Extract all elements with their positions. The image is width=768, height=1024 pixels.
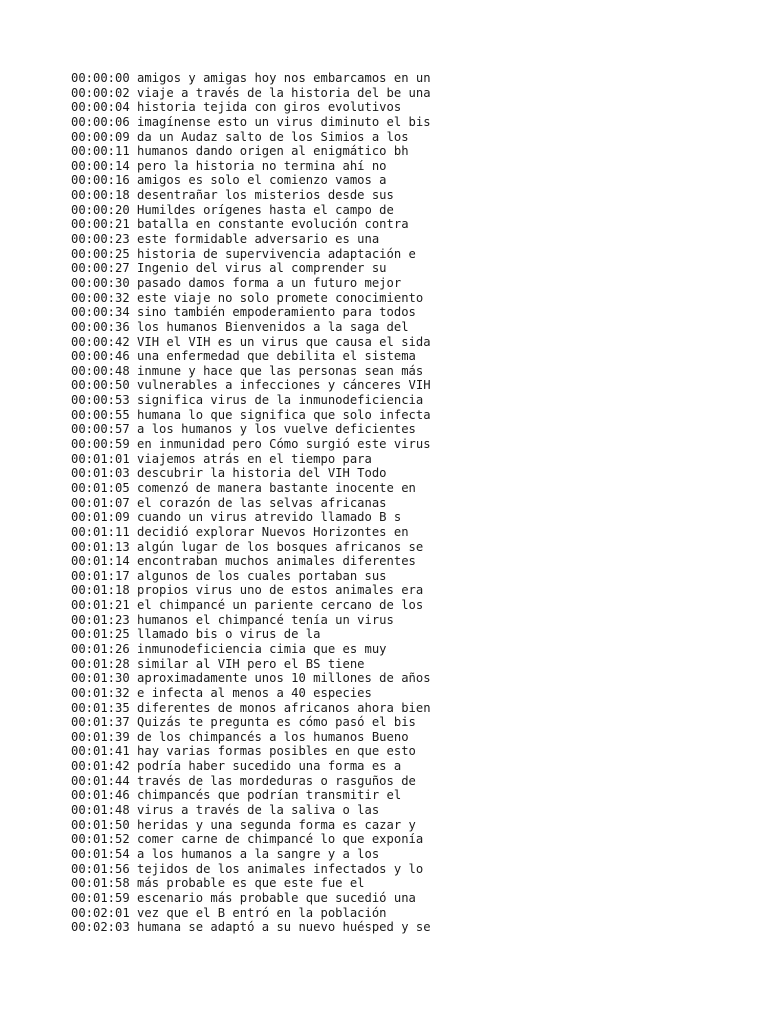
transcript-text: algunos de los cuales portaban sus (137, 568, 387, 583)
timestamp: 00:01:03 (71, 466, 130, 481)
timestamp: 00:00:11 (71, 144, 130, 159)
timestamp: 00:00:57 (71, 422, 130, 437)
transcript-text: vez que el B entró en la población (137, 905, 387, 920)
transcript-text: pero la historia no termina ahí no (137, 158, 387, 173)
transcript-text: escenario más probable que sucedió una (137, 890, 416, 905)
transcript-line (71, 159, 751, 174)
transcript-text: amigos es solo el comienzo vamos a (137, 173, 387, 188)
transcript-line (71, 613, 751, 628)
timestamp: 00:01:46 (71, 788, 130, 803)
transcript-text: virus a través de la saliva o las (137, 803, 380, 818)
transcript-line (71, 759, 751, 774)
transcript-text: aproximadamente unos 10 millones de años (137, 671, 431, 686)
timestamp: 00:01:58 (71, 876, 130, 891)
transcript-line (71, 349, 751, 364)
timestamp: 00:01:39 (71, 729, 130, 744)
transcript-text: da un Audaz salto de los Simios a los (137, 129, 409, 144)
transcript-line (71, 130, 751, 145)
timestamp: 00:01:01 (71, 451, 130, 466)
transcript-line (71, 115, 751, 130)
transcript-line (71, 320, 751, 335)
transcript-line (71, 466, 751, 481)
transcript-text: este viaje no solo promete conocimiento (137, 290, 424, 305)
transcript-text: llamado bis o virus de la (137, 627, 321, 642)
transcript-text: sino también empoderamiento para todos (137, 305, 416, 320)
timestamp: 00:01:30 (71, 671, 130, 686)
transcript-line (71, 920, 751, 935)
timestamp: 00:01:37 (71, 715, 130, 730)
timestamp: 00:00:42 (71, 334, 130, 349)
transcript-text: el chimpancé un pariente cercano de los (137, 598, 424, 613)
transcript-text: través de las mordeduras o rasguños de (137, 773, 416, 788)
transcript-text: una enfermedad que debilita el sistema (137, 349, 416, 364)
transcript-line (71, 422, 751, 437)
transcript-line (71, 188, 751, 203)
transcript-line (71, 847, 751, 862)
transcript-line (71, 364, 751, 379)
transcript-line (71, 598, 751, 613)
timestamp: 00:01:42 (71, 759, 130, 774)
timestamp: 00:01:23 (71, 612, 130, 627)
timestamp: 00:00:46 (71, 349, 130, 364)
transcript-text: algún lugar de los bosques africanos se (137, 539, 424, 554)
timestamp: 00:00:18 (71, 188, 130, 203)
transcript-line (71, 657, 751, 672)
transcript-line (71, 569, 751, 584)
transcript-text: Ingenio del virus al comprender su (137, 261, 387, 276)
transcript-text: VIH el VIH es un virus que causa el sida (137, 334, 431, 349)
transcript-line (71, 671, 751, 686)
transcript-text: Humildes orígenes hasta el campo de (137, 202, 394, 217)
transcript-text: similar al VIH pero el BS tiene (137, 656, 365, 671)
timestamp: 00:02:03 (71, 920, 130, 935)
timestamp: 00:01:44 (71, 773, 130, 788)
transcript-line (71, 305, 751, 320)
transcript-line (71, 496, 751, 511)
timestamp: 00:00:20 (71, 202, 130, 217)
transcript-text: comenzó de manera bastante inocente en (137, 480, 416, 495)
transcript-text: propios virus uno de estos animales era (137, 583, 424, 598)
timestamp: 00:01:59 (71, 890, 130, 905)
timestamp: 00:00:55 (71, 407, 130, 422)
transcript-text: de los chimpancés a los humanos Bueno (137, 729, 409, 744)
transcript-line (71, 378, 751, 393)
transcript-line (71, 217, 751, 232)
timestamp: 00:00:16 (71, 173, 130, 188)
transcript-line (71, 803, 751, 818)
timestamp: 00:00:14 (71, 158, 130, 173)
transcript-text: pasado damos forma a un futuro mejor (137, 275, 402, 290)
transcript-line (71, 393, 751, 408)
timestamp: 00:00:23 (71, 232, 130, 247)
timestamp: 00:01:18 (71, 583, 130, 598)
transcript-text: hay varias formas posibles en que esto (137, 744, 416, 759)
transcript-line (71, 540, 751, 555)
transcript-text: los humanos Bienvenidos a la saga del (137, 319, 409, 334)
timestamp: 00:00:25 (71, 246, 130, 261)
timestamp: 00:00:04 (71, 100, 130, 115)
transcript-line (71, 906, 751, 921)
transcript-list (71, 71, 751, 935)
timestamp: 00:00:27 (71, 261, 130, 276)
transcript-text: historia de supervivencia adaptación e (137, 246, 416, 261)
timestamp: 00:00:30 (71, 275, 130, 290)
timestamp: 00:01:13 (71, 539, 130, 554)
transcript-line (71, 876, 751, 891)
transcript-line (71, 291, 751, 306)
transcript-text: historia tejida con giros evolutivos (137, 100, 402, 115)
transcript-text: a los humanos y los vuelve deficientes (137, 422, 416, 437)
transcript-text: inmunodeficiencia cimia que es muy (137, 641, 387, 656)
transcript-line (71, 862, 751, 877)
transcript-line (71, 335, 751, 350)
transcript-text: tejidos de los animales infectados y lo (137, 861, 424, 876)
timestamp: 00:00:48 (71, 363, 130, 378)
transcript-text: viaje a través de la historia del be una (137, 85, 431, 100)
transcript-line (71, 510, 751, 525)
transcript-line (71, 173, 751, 188)
timestamp: 00:00:02 (71, 85, 130, 100)
transcript-line (71, 642, 751, 657)
timestamp: 00:01:14 (71, 554, 130, 569)
transcript-text: más probable es que este fue el (137, 876, 365, 891)
timestamp: 00:00:21 (71, 217, 130, 232)
document-page (71, 71, 751, 935)
transcript-line (71, 261, 751, 276)
transcript-line (71, 71, 751, 86)
timestamp: 00:01:41 (71, 744, 130, 759)
transcript-line (71, 247, 751, 262)
transcript-line (71, 715, 751, 730)
transcript-text: podría haber sucedido una forma es a (137, 759, 402, 774)
transcript-text: el corazón de las selvas africanas (137, 495, 387, 510)
timestamp: 00:00:36 (71, 319, 130, 334)
transcript-text: este formidable adversario es una (137, 232, 380, 247)
transcript-text: desentrañar los misterios desde sus (137, 188, 394, 203)
transcript-text: viajemos atrás en el tiempo para (137, 451, 372, 466)
transcript-text: humana lo que significa que solo infecta (137, 407, 431, 422)
timestamp: 00:01:54 (71, 846, 130, 861)
transcript-text: imagínense esto un virus diminuto el bis (137, 114, 431, 129)
transcript-line (71, 701, 751, 716)
timestamp: 00:01:56 (71, 861, 130, 876)
transcript-line (71, 100, 751, 115)
timestamp: 00:01:09 (71, 510, 130, 525)
transcript-text: significa virus de la inmunodeficiencia (137, 393, 424, 408)
transcript-text: en inmunidad pero Cómo surgió este virus (137, 437, 431, 452)
transcript-line (71, 583, 751, 598)
transcript-line (71, 627, 751, 642)
transcript-line (71, 818, 751, 833)
transcript-line (71, 481, 751, 496)
transcript-text: comer carne de chimpancé lo que exponía (137, 832, 424, 847)
transcript-text: a los humanos a la sangre y a los (137, 846, 380, 861)
transcript-text: inmune y hace que las personas sean más (137, 363, 424, 378)
transcript-line (71, 686, 751, 701)
transcript-text: chimpancés que podrían transmitir el (137, 788, 402, 803)
timestamp: 00:01:07 (71, 495, 130, 510)
transcript-text: humanos el chimpancé tenía un virus (137, 612, 394, 627)
timestamp: 00:01:21 (71, 598, 130, 613)
transcript-line (71, 554, 751, 569)
transcript-text: cuando un virus atrevido llamado B s (137, 510, 402, 525)
transcript-line (71, 86, 751, 101)
transcript-text: heridas y una segunda forma es cazar y (137, 817, 416, 832)
timestamp: 00:01:17 (71, 568, 130, 583)
transcript-text: batalla en constante evolución contra (137, 217, 409, 232)
timestamp: 00:00:00 (71, 71, 130, 85)
transcript-text: humana se adaptó a su nuevo huésped y se (137, 920, 431, 935)
transcript-line (71, 408, 751, 423)
transcript-line (71, 525, 751, 540)
timestamp: 00:01:50 (71, 817, 130, 832)
transcript-line (71, 774, 751, 789)
transcript-line (71, 832, 751, 847)
transcript-text: vulnerables a infecciones y cánceres VIH (137, 378, 431, 393)
timestamp: 00:00:50 (71, 378, 130, 393)
transcript-text: Quizás te pregunta es cómo pasó el bis (137, 715, 416, 730)
timestamp: 00:01:05 (71, 480, 130, 495)
transcript-line (71, 452, 751, 467)
timestamp: 00:00:59 (71, 437, 130, 452)
transcript-text: e infecta al menos a 40 especies (137, 685, 372, 700)
transcript-line (71, 744, 751, 759)
timestamp: 00:00:53 (71, 393, 130, 408)
transcript-line (71, 144, 751, 159)
transcript-line (71, 276, 751, 291)
transcript-line (71, 730, 751, 745)
timestamp: 00:01:11 (71, 524, 130, 539)
timestamp: 00:01:32 (71, 685, 130, 700)
transcript-line (71, 788, 751, 803)
transcript-text: descubrir la historia del VIH Todo (137, 466, 387, 481)
timestamp: 00:00:32 (71, 290, 130, 305)
transcript-line (71, 891, 751, 906)
timestamp: 00:01:25 (71, 627, 130, 642)
transcript-text: diferentes de monos africanos ahora bien (137, 700, 431, 715)
timestamp: 00:01:52 (71, 832, 130, 847)
transcript-text: humanos dando origen al enigmático bh (137, 144, 409, 159)
timestamp: 00:00:06 (71, 114, 130, 129)
timestamp: 00:01:28 (71, 656, 130, 671)
timestamp: 00:01:35 (71, 700, 130, 715)
transcript-text: amigos y amigas hoy nos embarcamos en un (137, 71, 431, 85)
timestamp: 00:02:01 (71, 905, 130, 920)
transcript-line (71, 437, 751, 452)
transcript-line (71, 232, 751, 247)
timestamp: 00:00:09 (71, 129, 130, 144)
transcript-line (71, 203, 751, 218)
timestamp: 00:01:48 (71, 803, 130, 818)
timestamp: 00:00:34 (71, 305, 130, 320)
transcript-text: encontraban muchos animales diferentes (137, 554, 416, 569)
timestamp: 00:01:26 (71, 641, 130, 656)
transcript-text: decidió explorar Nuevos Horizontes en (137, 524, 409, 539)
